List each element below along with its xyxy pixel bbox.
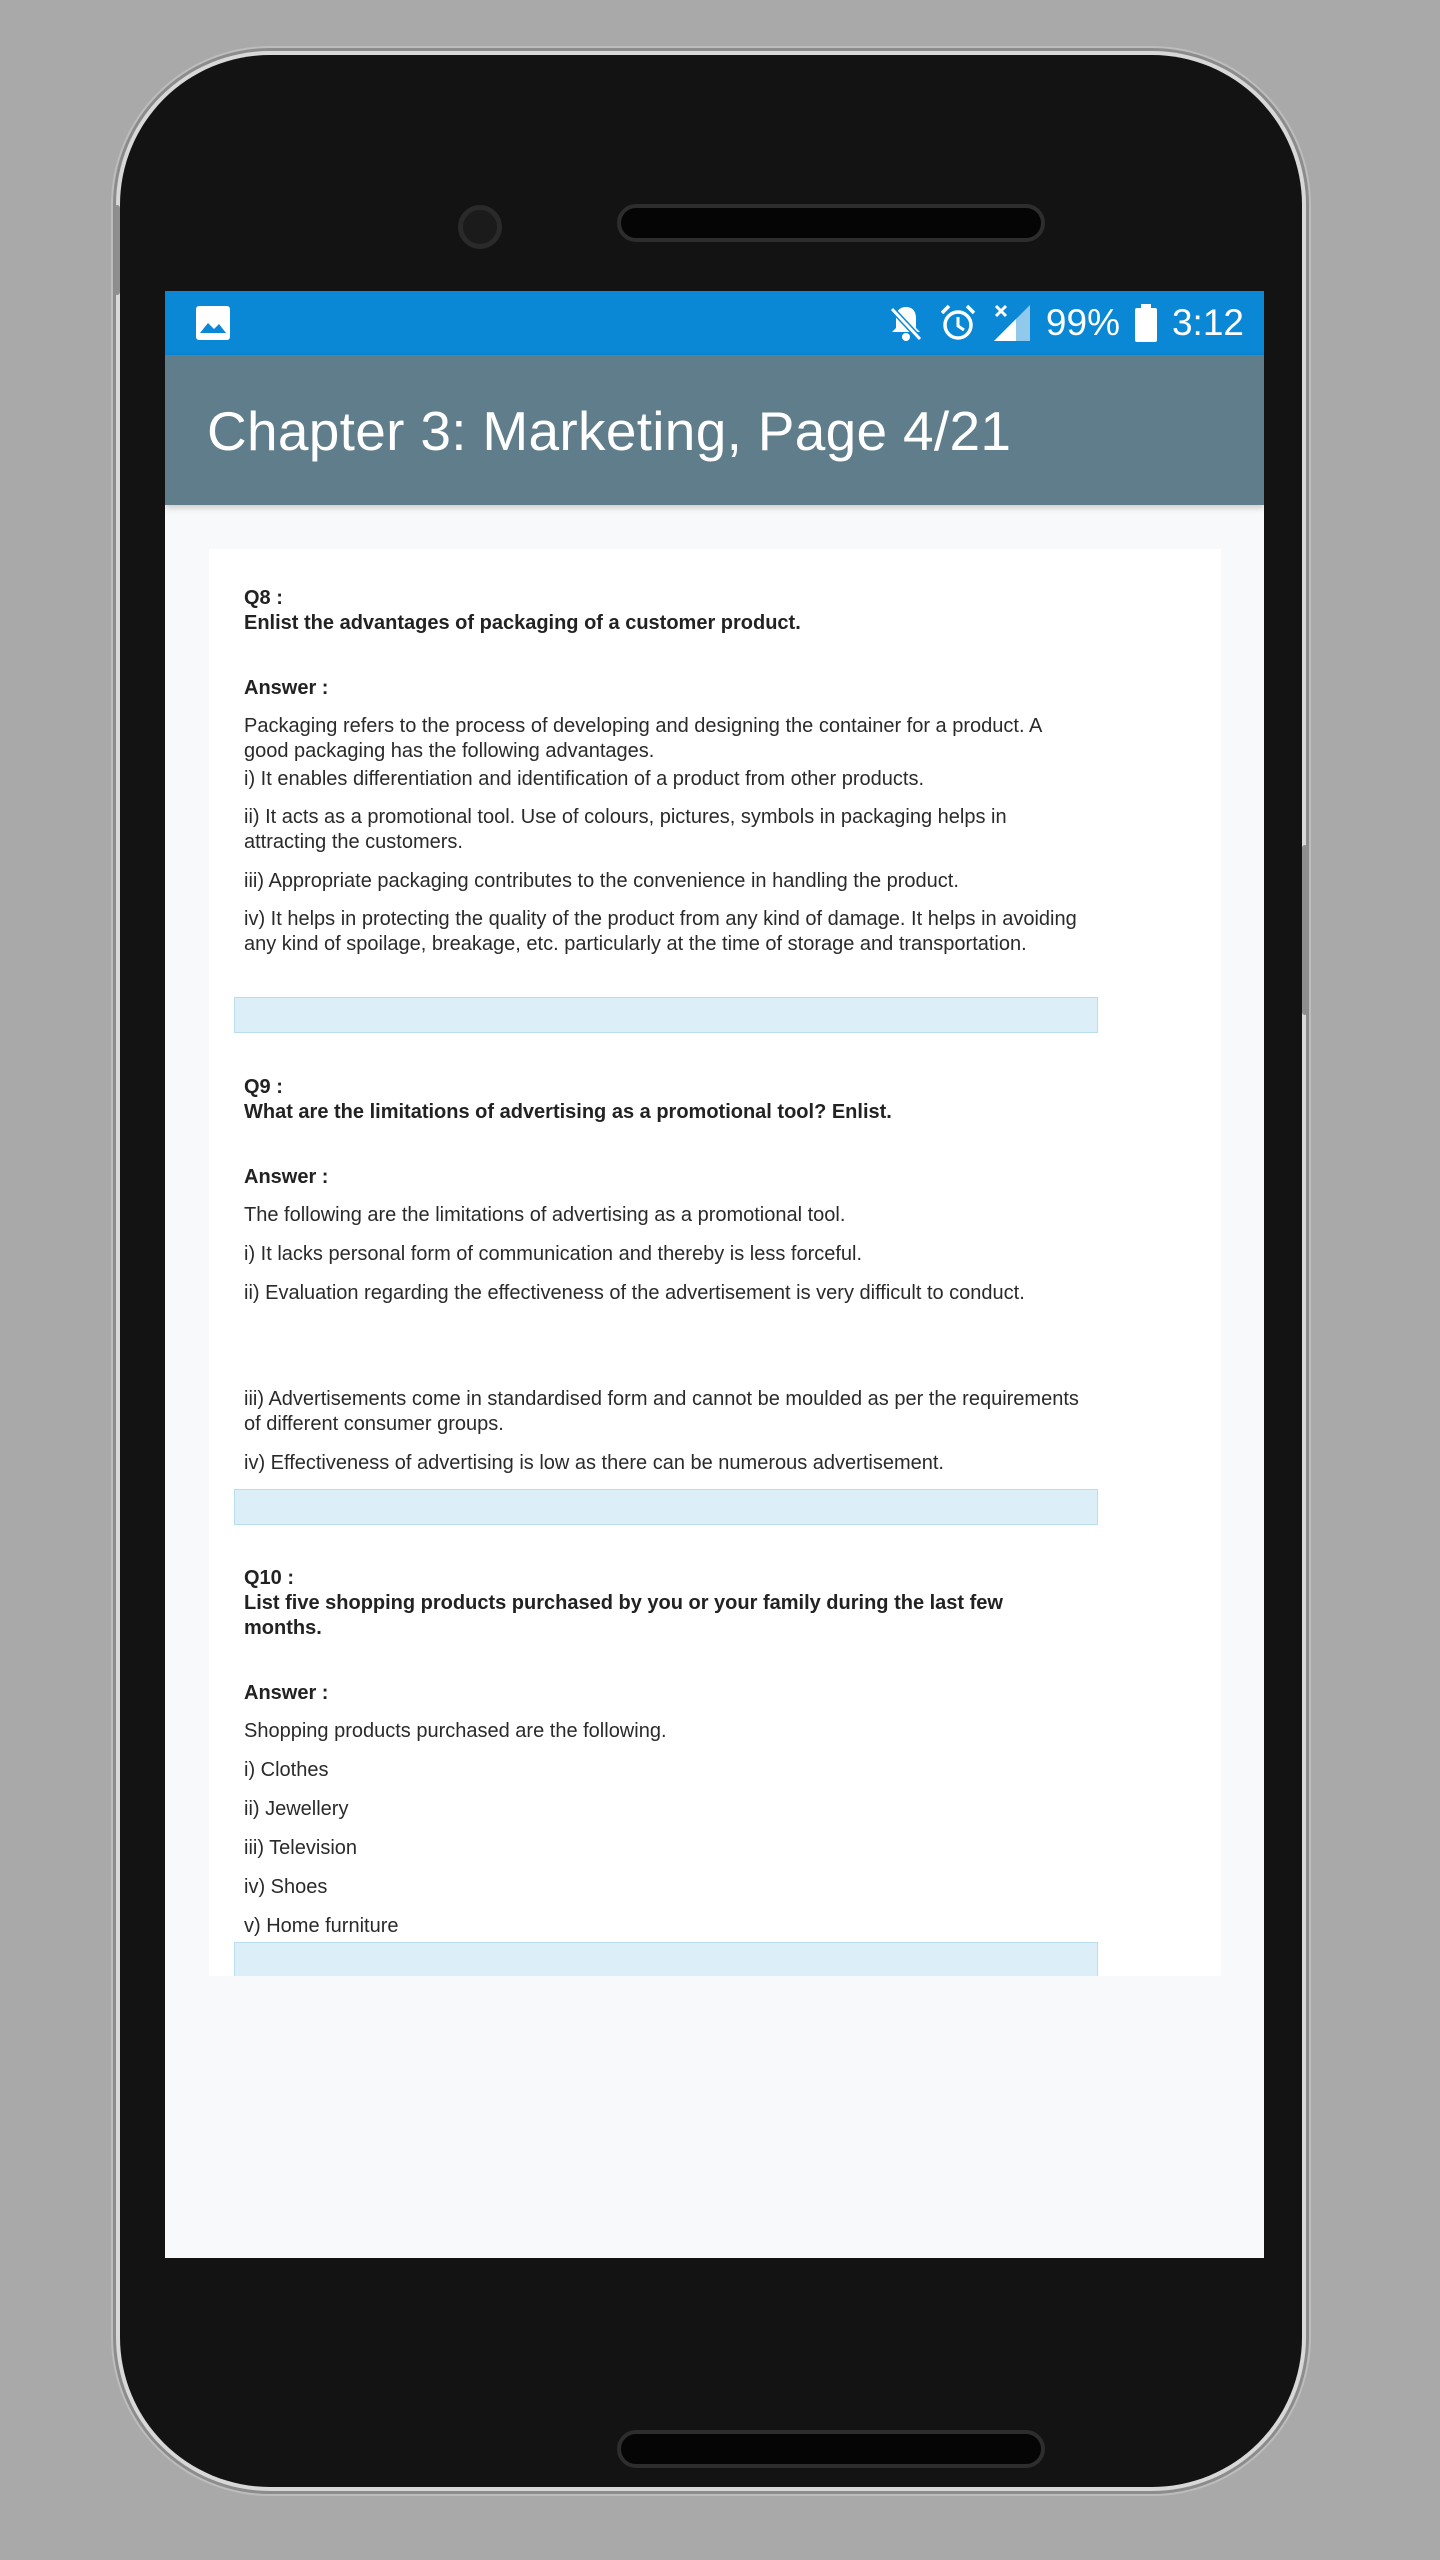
question-text: List five shopping products purchased by you or your family during the last few months. xyxy=(244,1592,1003,1639)
question-number: Q9 : xyxy=(244,1076,283,1098)
signal-icon xyxy=(992,303,1032,343)
power-button xyxy=(1302,845,1308,1015)
answer-paragraph: iii) Advertisements come in standardised form and cannot be moulded as per the requirements of different consumer groups. xyxy=(244,1388,1079,1435)
status-bar xyxy=(165,291,1264,355)
top-speaker xyxy=(617,204,1045,242)
app-bar xyxy=(165,355,1264,505)
front-camera xyxy=(458,205,502,249)
battery-icon xyxy=(1134,303,1158,343)
image-icon xyxy=(195,305,231,346)
answer-paragraph: i) It enables differentiation and identification of a product from other products. xyxy=(244,768,925,790)
page-title: Chapter 3: Marketing, Page 4/21 xyxy=(207,400,1012,462)
answer-paragraph: Shopping products purchased are the following. xyxy=(244,1720,667,1742)
separator-bar xyxy=(234,1942,1098,1976)
question-text: What are the limitations of advertising as a promotional tool? Enlist. xyxy=(244,1101,892,1123)
answer-paragraph: The following are the limitations of advertising as a promotional tool. xyxy=(244,1204,846,1226)
alarm-icon xyxy=(938,303,978,343)
answer-paragraph: ii) It acts as a promotional tool. Use of colours, pictures, symbols in packaging helps in attracting the customers. xyxy=(244,806,1007,853)
answer-paragraph: Packaging refers to the process of developing and designing the container for a product. A good packaging has the following advantages. xyxy=(244,715,1042,762)
volume-button xyxy=(114,205,120,295)
answer-paragraph: iii) Appropriate packaging contributes to the convenience in handling the product. xyxy=(244,870,959,892)
answer-paragraph: ii) Evaluation regarding the effectiveness of the advertisement is very difficult to conduct. xyxy=(244,1282,1025,1304)
question-number: Q8 : xyxy=(244,587,283,609)
answer-label: Answer : xyxy=(244,677,329,699)
document-page[interactable] xyxy=(209,549,1221,1976)
battery-percent: 99% xyxy=(1045,302,1120,343)
answer-list-item: iv) Shoes xyxy=(244,1876,328,1898)
status-icons xyxy=(888,291,1244,355)
screen xyxy=(165,291,1264,2258)
separator-bar xyxy=(234,1489,1098,1525)
answer-list-item: iii) Television xyxy=(244,1837,358,1859)
separator-bar xyxy=(234,997,1098,1033)
answer-label: Answer : xyxy=(244,1166,329,1188)
answer-label: Answer : xyxy=(244,1682,329,1704)
bell-off-icon xyxy=(888,303,924,343)
answer-list-item: ii) Jewellery xyxy=(244,1798,349,1820)
answer-paragraph: iv) Effectiveness of advertising is low as there can be numerous advertisement. xyxy=(244,1452,944,1474)
answer-list-item: i) Clothes xyxy=(244,1759,329,1781)
answer-paragraph: i) It lacks personal form of communication and thereby is less forceful. xyxy=(244,1243,863,1265)
answer-paragraph: iv) It helps in protecting the quality of the product from any kind of damage. It helps in avoiding any kind of spoilage, breakage, etc. particularly at the time of storage and transportation. xyxy=(244,908,1077,955)
answer-list-item: v) Home furniture xyxy=(244,1915,399,1937)
question-number: Q10 : xyxy=(244,1567,295,1589)
question-text: Enlist the advantages of packaging of a customer product. xyxy=(244,612,801,634)
bottom-speaker xyxy=(617,2430,1045,2468)
clock: 3:12 xyxy=(1171,302,1244,343)
